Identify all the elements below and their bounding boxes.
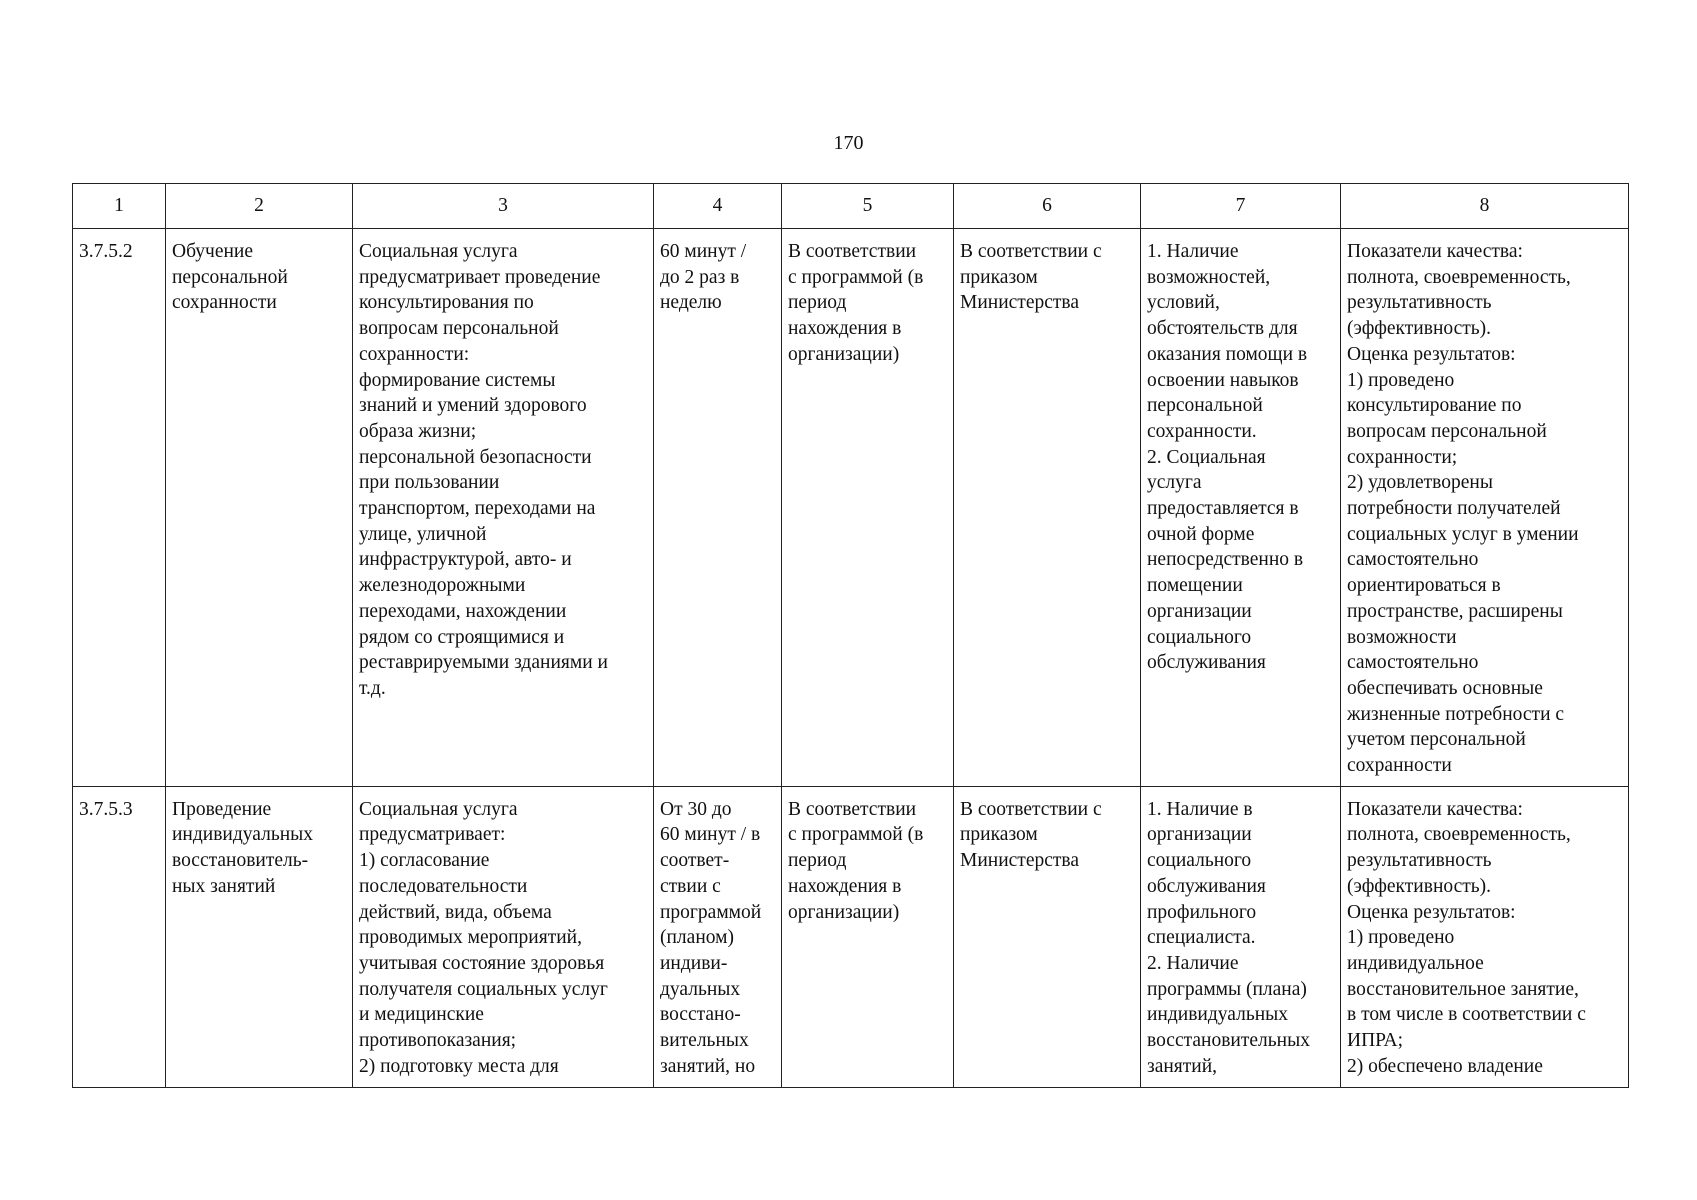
service-description: Социальная услуга предусматривает: 1) согласование последовательности действий, вида, объема проводимых мероприятий, учитывая состояние здоровья получателя социальных услуг и медицинские противопоказания; 2) подготовку места для [353,786,654,1087]
service-quality: Показатели качества: полнота, своевременность, результативность (эффективность). Оценка результатов: 1) проведено консультирование по вопросам персональной сохранности; 2) удовлетворены потребности получателей социальных услуг в умении самостоятельно ориентироваться в пространстве, расширены возможности самостоятельно обеспечивать основные жизненные потребности с учетом персональной сохранности [1341,229,1629,787]
service-period: В соответствии с программой (в период нахождения в организации) [782,786,954,1087]
services-table [72,183,1629,1088]
service-period: В соответствии с программой (в период нахождения в организации) [782,229,954,787]
column-header: 6 [954,184,1141,229]
service-basis: В соответствии с приказом Министерства [954,229,1141,787]
page-number: 170 [833,132,864,154]
table-header-row [73,184,1629,229]
service-code: 3.7.5.2 [73,229,166,787]
service-name: Проведение индивидуальных восстановитель- ных занятий [166,786,353,1087]
service-conditions: 1. Наличие возможностей, условий, обстоятельств для оказания помощи в освоении навыков персональной сохранности. 2. Социальная услуга предоставляется в очной форме непосредственно в помещении организации социального обслуживания [1141,229,1341,787]
column-header: 4 [654,184,782,229]
column-header: 2 [166,184,353,229]
service-description: Социальная услуга предусматривает проведение консультирования по вопросам персональной сохранности: формирование системы знаний и умений здорового образа жизни; персональной безопасности при пользовании транспортом, переходами на улице, уличной инфраструктурой, авто- и железнодорожными переходами, нахождении рядом со строящимися и реставрируемыми зданиями и т.д. [353,229,654,787]
table-row [73,786,1629,1087]
column-header: 5 [782,184,954,229]
column-header: 1 [73,184,166,229]
table-row [73,229,1629,787]
service-quality: Показатели качества: полнота, своевременность, результативность (эффективность). Оценка результатов: 1) проведено индивидуальное восстановительное занятие, в том числе в соответствии с ИПРА; 2) обеспечено владение [1341,786,1629,1087]
service-code: 3.7.5.3 [73,786,166,1087]
column-header: 7 [1141,184,1341,229]
service-basis: В соответствии с приказом Министерства [954,786,1141,1087]
column-header: 8 [1341,184,1629,229]
service-conditions: 1. Наличие в организации социального обслуживания профильного специалиста. 2. Наличие программы (плана) индивидуальных восстановительных занятий, [1141,786,1341,1087]
service-duration: 60 минут / до 2 раз в неделю [654,229,782,787]
service-name: Обучение персональной сохранности [166,229,353,787]
column-header: 3 [353,184,654,229]
service-duration: От 30 до 60 минут / в соответ- ствии с программой (планом) индиви- дуальных восстано- вительных занятий, но [654,786,782,1087]
